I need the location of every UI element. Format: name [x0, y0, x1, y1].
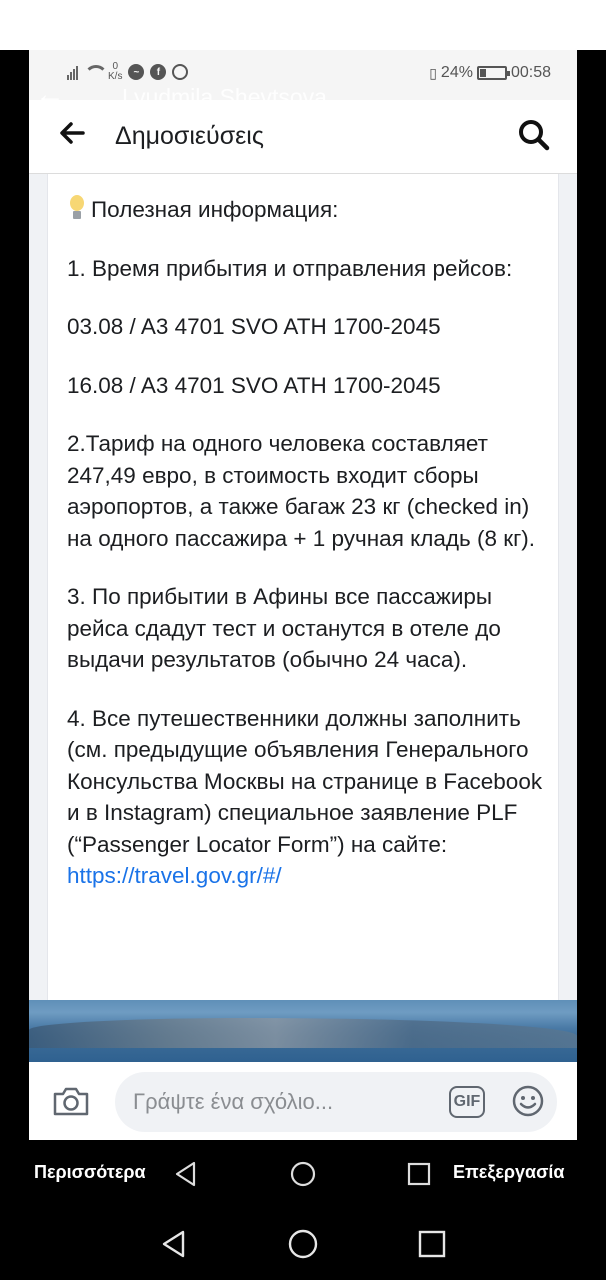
nav-back-icon[interactable] [158, 1228, 190, 1260]
messenger-icon: ~ [128, 64, 144, 80]
net-speed [108, 62, 122, 82]
viber-icon [172, 64, 188, 80]
facebook-icon: f [150, 64, 166, 80]
wifi-icon [84, 65, 102, 79]
more-button[interactable]: Περισσότερα [34, 1162, 146, 1182]
overlay-back-icon[interactable]: ← [35, 78, 65, 111]
post-image[interactable] [29, 1000, 577, 1062]
post-item-2: 2.Тариф на одного человека составляет 247,49 евро, в стоимость входит сборы аэропортов, а также багаж 23 кг (checked in) на одного пассажира + 1 ручная кладь (8 кг). [67, 431, 536, 551]
left-frame [0, 50, 29, 1140]
status-right [429, 64, 551, 82]
battery-icon [477, 66, 507, 80]
nav-recent-icon[interactable] [416, 1228, 448, 1260]
emoji-icon[interactable] [511, 1084, 545, 1118]
system-nav-bar [0, 1208, 606, 1280]
post-flight-1: 03.08 / A3 4701 SVO ATH 1700-2045 [67, 314, 441, 339]
edit-button[interactable]: Επεξεργασία [453, 1162, 565, 1182]
post-link[interactable]: https://travel.gov.gr/#/ [67, 863, 282, 888]
square-recent-icon[interactable] [405, 1160, 433, 1188]
post-text [67, 194, 551, 892]
post-heading-line [67, 194, 551, 226]
post-flight-2: 16.08 / A3 4701 SVO ATH 1700-2045 [67, 372, 441, 398]
image-landscape [29, 1018, 577, 1048]
search-icon[interactable] [517, 118, 551, 152]
arrow-left-icon[interactable] [57, 118, 87, 148]
post-item-4-block [67, 703, 551, 892]
post-item-4: 4. Все путешественники должны заполнить (см. предыдущие объявления Генерального Консульства Москвы на странице в Facebook и в Instagram) специальное заявление PLF (“Passenger Locator Form”) на сайте: [67, 705, 543, 857]
battery-percent: 24% [440, 64, 473, 81]
triangle-back-icon[interactable] [172, 1160, 200, 1188]
status-left [67, 62, 188, 82]
camera-icon[interactable] [51, 1084, 91, 1118]
comment-bar [29, 1062, 577, 1140]
phone-screen [29, 50, 577, 1140]
lightbulb-icon [67, 195, 87, 221]
post-item-1: 1. Время прибытия и отправления рейсов: [67, 255, 513, 281]
edit-toolbar [0, 1140, 606, 1208]
post-heading: Полезная информация: [91, 197, 339, 222]
nav-home-icon[interactable] [287, 1228, 319, 1260]
circle-home-icon[interactable] [289, 1160, 317, 1188]
net-speed-value: 0 [112, 61, 118, 72]
vibrate-icon: ▯ [429, 64, 437, 81]
clock: 00:58 [510, 64, 551, 81]
post-item-3: 3. По прибытии в Афины все пассажиры рейса сдадут тест и останутся в отеле до выдачи результатов (обычно 24 часа). [67, 584, 501, 672]
profile-name-overlay: Lyudmila Shevtsova [122, 84, 327, 110]
signal-icon [67, 64, 78, 80]
comment-input[interactable] [115, 1072, 557, 1132]
top-header [29, 100, 577, 174]
net-speed-unit: K/s [108, 71, 123, 82]
top-margin [0, 0, 606, 50]
post-card [47, 174, 559, 1000]
gif-icon[interactable]: GIF [449, 1086, 485, 1118]
right-frame [577, 50, 606, 1140]
page-title: Δημοσιεύσεις [115, 122, 264, 150]
